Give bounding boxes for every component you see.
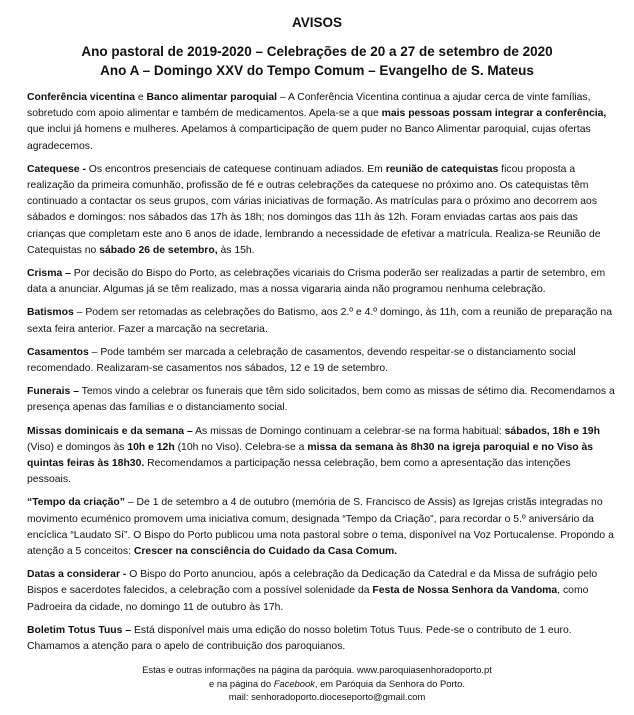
notice-text: – Pode também ser marcada a celebração de casamentos, devendo respeitar-se o distanciamento social recomendado. Realizaram-se casamentos nos sábados, 12 e 19 de setembro. xyxy=(27,346,576,375)
subtitle-liturgical-sunday: Ano A – Domingo XXV do Tempo Comum – Evangelho de S. Mateus xyxy=(100,63,534,78)
notice-tempo-criacao xyxy=(27,495,617,560)
notice-text: e xyxy=(134,92,147,103)
notice-heading: Datas a considerar - xyxy=(27,569,127,581)
notice-boletim xyxy=(27,623,617,655)
notice-heading: “Tempo da criação” xyxy=(27,497,125,509)
notice-text: às 15h. xyxy=(217,244,255,256)
notice-heading: Conferência vicentina xyxy=(27,92,135,103)
notice-text: Está disponível mais uma edição do nosso boletim Totus Tuus. Pede-se o contributo de 1 euro. Chamamos a atenção para o apelo de contribuição dos paroquianos. xyxy=(27,624,572,653)
notice-emphasis: mais pessoas possam integrar a conferência, xyxy=(381,108,607,120)
notice-emphasis: reunião de catequistas xyxy=(385,163,499,175)
notice-emphasis: missa da semana às 8h30 na igreja paroquial e no Viso às quintas feiras às 18h30. xyxy=(27,441,594,470)
notice-text: Temos vindo a celebrar os funerais que têm sido solicitados, bem como as missas de sétimo dia. Recomendamos a presença apenas das famílias e o distanciamento social. xyxy=(27,386,615,414)
footer-email-line: mail: senhoradoporto.dioceseporto@gmail.com xyxy=(228,691,426,703)
notice-heading: Boletim Totus Tuus – xyxy=(27,624,132,636)
page-title: AVISOS xyxy=(291,15,342,30)
notice-emphasis: 10h e 12h xyxy=(127,441,175,453)
notice-casamentos xyxy=(27,345,617,377)
notice-batismos xyxy=(27,305,617,337)
notice-text: (10h no Viso). Celebra-se a xyxy=(174,441,308,453)
notice-text: , como Padroeira da cidade, no domingo 11 de outubro às 17h. xyxy=(27,585,589,613)
notice-text: ficou proposta a realização da primeira comunhão, profissão de fé e outras celebrações da catequese no próximo ano. Os catequistas têm continuado a contactar os seus grupos, com várias iniciativas de formação. As matrículas para o próximo ano decorrem aos sábados e domingos: nos sábados das 17h às 18h; nos domingos das 11h às 12h. Foram enviadas cartas aos pais das crianças que completam este ano 6 anos de idade, lembrando a necessidade de efetivar a matrícula. Realiza-se Reunião de Catequistas no xyxy=(27,163,601,256)
notice-datas xyxy=(27,567,617,616)
notice-heading: Banco alimentar paroquial xyxy=(146,92,278,103)
notice-text: Por decisão do Bispo do Porto, as celebrações vicariais do Crisma poderão ser realizadas a partir de setembro, em data a anunciar. Algumas já se têm realizado, mas a nossa vigararia ainda não programou nenhuma celebração. xyxy=(27,268,606,296)
notice-emphasis: Festa de Nossa Senhora da Vandoma xyxy=(372,585,558,597)
footer-website-line: Estas e outras informações na página da paróquia. www.paroquiasenhoradoporto.pt xyxy=(142,664,492,676)
footer-text: e na página do xyxy=(209,677,274,689)
notice-catequese xyxy=(27,162,617,259)
notice-text: Recomendamos a participação nessa celebração, bem como a apresentação das intenções pessoais. xyxy=(27,458,571,486)
footer-facebook-line xyxy=(0,677,634,691)
notice-heading: Crisma – xyxy=(27,268,71,280)
notice-text: (Viso) e domingos às xyxy=(27,441,128,453)
footer xyxy=(0,663,634,704)
notice-conferencia xyxy=(27,90,617,155)
notice-emphasis: sábados, 18h e 19h xyxy=(504,425,600,437)
notice-text: O Bispo do Porto anunciou, após a celebração da Dedicação da Catedral e da Missa de sufrágio pelo Bispos e sacerdotes falecidos, a celebração com a possível solenidade da xyxy=(27,569,598,597)
notice-crisma xyxy=(27,266,617,298)
footer-text: , em Paróquia da Senhora do Porto. xyxy=(314,677,465,689)
notice-heading: Batismos xyxy=(27,307,74,319)
notice-text: que inclui já homens e mulheres. Apelamos à comparticipação de quem puder no Banco Alimentar paroquial, cujas ofertas agradecemos. xyxy=(27,124,591,152)
notice-heading: Catequese - xyxy=(27,163,86,175)
notice-heading: Funerais – xyxy=(27,386,79,398)
notice-text: Os encontros presenciais de catequese continuam adiados. Em xyxy=(85,163,386,175)
notices-body xyxy=(27,90,617,655)
notice-missas xyxy=(27,424,617,489)
notice-heading: Missas dominicais e da semana – xyxy=(27,425,193,437)
notice-text: – De 1 de setembro a 4 de outubro (memória de S. Francisco de Assis) as Igrejas cristãs integradas no movimento ecuménico promovem uma iniciativa comum, designada “Tempo da Criação”, para recordar o 5.º aniversário da encíclica “Laudato Sí”. O Bispo do Porto publicou uma nota pastoral sobre o tema, disponível na Voz Portucalense. Propondo a atenção a 5 conceitos: xyxy=(27,497,614,558)
notice-funerais xyxy=(27,384,617,416)
notice-text: As missas de Domingo continuam a celebrar-se na forma habitual: xyxy=(192,425,505,437)
subtitle-pastoral-year: Ano pastoral de 2019-2020 – Celebrações de 20 a 27 de setembro de 2020 xyxy=(81,44,553,59)
notice-text: – A Conferência Vicentina continua a ajudar cerca de vinte famílias, sobretudo com apoio alimentar e também de medicamentos. Apela-se a que xyxy=(27,92,591,120)
notice-heading: Casamentos xyxy=(27,346,89,358)
notice-emphasis: sábado 26 de setembro, xyxy=(99,244,218,256)
facebook-name: Facebook xyxy=(273,677,315,689)
notice-emphasis: Crescer na consciência do Cuidado da Casa Comum. xyxy=(133,546,398,558)
notice-text: – Podem ser retomadas as celebrações do Batismo, aos 2.º e 4.º domingo, às 11h, com a reunião de preparação na sexta feira anterior. Fazer a marcação na secretaria. xyxy=(27,307,612,335)
